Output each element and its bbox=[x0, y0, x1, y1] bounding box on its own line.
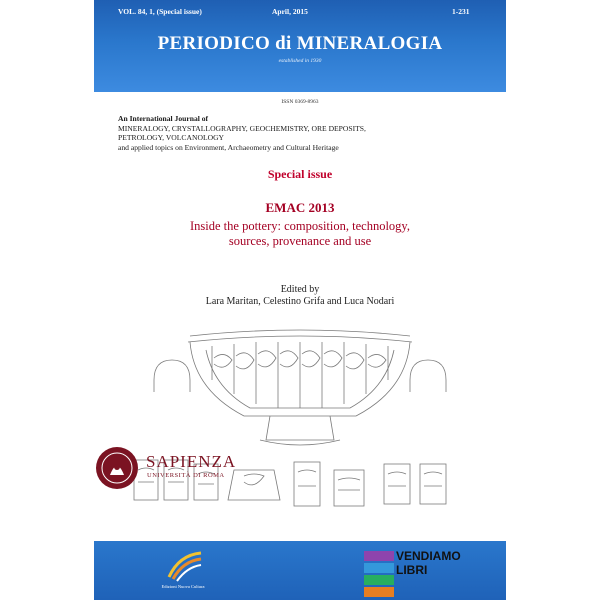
pottery-illustration bbox=[94, 320, 506, 535]
journal-description bbox=[118, 114, 498, 152]
sapienza-seal-icon bbox=[94, 445, 140, 491]
cover-header bbox=[94, 0, 506, 92]
journal-intro-line: An International Journal of bbox=[118, 114, 209, 123]
journal-topics-line: MINERALOGY, CRYSTALLOGRAPHY, GEOCHEMISTRY, ORE DEPOSITS, bbox=[118, 123, 366, 133]
issue-date: April, 2015 bbox=[272, 7, 308, 16]
libri-label: LIBRI bbox=[396, 563, 428, 577]
vendiamo-label: VENDIAMO bbox=[396, 549, 461, 563]
journal-topics-line: and applied topics on Environment, Archaeometry and Cultural Heritage bbox=[118, 142, 339, 152]
edited-by-label: Edited by bbox=[280, 284, 320, 295]
editor-names: Lara Maritan, Celestino Grifa and Luca Nodari bbox=[205, 296, 395, 307]
issue-title: EMAC 2013 bbox=[265, 200, 335, 215]
subtitle-line: Inside the pottery: composition, technology, bbox=[190, 219, 410, 233]
established-note: established in 1930 bbox=[278, 58, 322, 64]
journal-title: PERIODICO di MINERALOGIA bbox=[157, 33, 443, 54]
sapienza-name: SAPIENZA bbox=[146, 452, 237, 471]
subtitle-line: sources, provenance and use bbox=[228, 234, 372, 248]
issn: ISSN 0369-8963 bbox=[281, 99, 319, 105]
publisher-logo-icon bbox=[165, 547, 205, 583]
editors bbox=[94, 284, 506, 308]
journal-cover bbox=[94, 0, 506, 600]
publisher-name: Edizioni Nuova Cultura bbox=[161, 584, 205, 589]
volume-info: VOL. 84, 1, (Special issue) bbox=[118, 7, 202, 16]
page-range: 1-231 bbox=[452, 7, 470, 16]
journal-topics-line: PETROLOGY, VOLCANOLOGY bbox=[118, 133, 225, 143]
special-issue-label: Special issue bbox=[267, 167, 333, 181]
issue-subtitle bbox=[94, 219, 506, 249]
sapienza-subtitle: UNIVERSITÀ DI ROMA bbox=[147, 472, 225, 479]
